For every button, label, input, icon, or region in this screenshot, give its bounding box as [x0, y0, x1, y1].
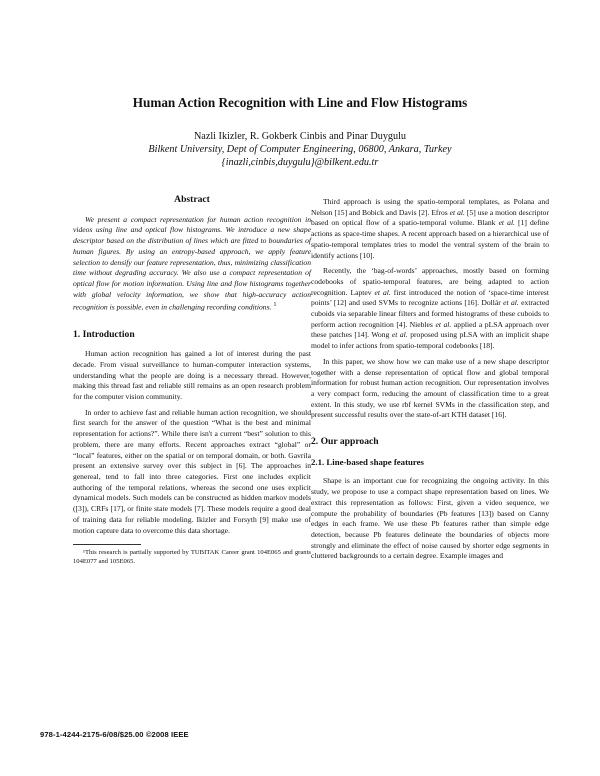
et-al: et al.: [503, 298, 519, 308]
text-run: [1] define actions as space-time shapes. A recent approach based on a hierarchical use of spatio-temporal templates tries to model the ventral system of the brain to identify actions [10].: [311, 218, 549, 260]
intro-paragraph-2: In order to achieve fast and reliable human action recognition, we should first search for the answer of the question “What is the best and minimal representation for actions?”. While there isn't a current “best” solution to this problem, there are many efforts. Recent approaches extract “global” or “local” features, either on the spatial or on temporal domain, or both. Gavrila present an extensive survey over this subject in [6]. The approaches in genereal, tend to fall into three categories. First one includes explicit authoring of the temporal relations, whereas the second one uses explicit dynamical models. Such models can be constructed as hidden markov models ([3]), CRFs [17], or finite state models [7]. These models require a good deal of training data for reliable modeling. Ikizler and Forsyth [9] make use of motion capture data to overcome this data shortage.: [73, 407, 311, 535]
line-features-paragraph: Shape is an important cue for recognizing the ongoing activity. In this study, we propose to use a compact shape representation based on lines. We extract this representation as follows: First, given a video sequence, we compute the probability of boundaries (Pb features [13]) based on Canny edges in each frame. We use these Pb features rather than simple edge detection, because Pb features delineate the boundaries of objects more strongly and eliminate the effect of noise caused by shorter edge segments in cluttered backgrounds to a certain degree. Example images and: [311, 476, 549, 561]
contribution-paragraph: In this paper, we show how we can make use of a new shape descriptor together with a dense representation of optical flow and global temporal information for robust human action recognition. Our representation involves a very compact form, reducing the amount of classification time to a great extent. In this study, we use rbf kernel SVMs in the classification step, and present successful results over the state-of-art KTH dataset [16].: [311, 356, 549, 420]
text-run: applied a pLSA approach over these patches [14]. Wong: [311, 319, 549, 340]
abstract-footnote-mark: 1: [273, 301, 277, 309]
footnote-divider: [73, 544, 141, 545]
abstract-heading: Abstract: [174, 194, 210, 205]
author-block: [0, 130, 600, 169]
abstract-body: [73, 215, 311, 314]
et-al: et al.: [435, 319, 452, 329]
intro-paragraph-1: Human action recognition has gained a lot of interest during the past decade. From visual surveillance to human-computer interaction systems, understanding what the people are doing is a necessary thread. However, making this thread fast and reliable still remains as an open research problem for the computer vision community.: [73, 349, 311, 402]
et-al: et al.: [498, 218, 515, 228]
paper-title: Human Action Recognition with Line and Flow Histograms: [132, 95, 468, 110]
author-affiliation: Bilkent University, Dept of Computer Engineering, 06800, Ankara, Turkey: [148, 144, 452, 155]
text-run: first introduced the notion of ‘space-time interest points’ [12] and used SVMs to recognize actions [16]. Dollár: [311, 287, 549, 308]
et-al: et al.: [374, 287, 391, 297]
footnote: ¹This research is partially supported by TUBITAK Career grant 104E065 and grants 104E077 and 105E065.: [73, 549, 311, 566]
text-run: Recently, the ‘bag-of-words’ approaches, mostly based on forming codebooks of spatio-temporal features, are being adapted to action recognition. Laptev: [311, 266, 549, 297]
et-al: et al.: [449, 207, 465, 217]
author-names: Nazli Ikizler, R. Gokberk Cinbis and Pinar Duygulu: [193, 131, 407, 142]
introduction-heading: 1. Introduction: [73, 328, 135, 340]
text-run: [5] use a motion descriptor based on optical flow of a spatio-temporal volume. Blank: [311, 207, 549, 228]
text-run: extracted cuboids via separable linear filters and formed histograms of these cuboids to perform action recognition [4]. Niebles: [311, 298, 549, 329]
related-work-paragraph-1: [311, 197, 549, 261]
author-email: {inazli,cinbis,duygulu}@bilkent.edu.tr: [221, 157, 379, 168]
related-work-paragraph-2: [311, 266, 549, 352]
left-column: [73, 195, 311, 566]
et-al: et al.: [391, 330, 408, 340]
text-run: proposed using pLSA with an implicit shape model to infer actions from spatio-temporal codebooks [18].: [311, 330, 549, 351]
copyright-footer: 978-1-4244-2175-6/08/$25.00 ©2008 IEEE: [40, 730, 189, 739]
line-features-heading: 2.1. Line-based shape features: [311, 456, 424, 467]
abstract-text: We present a compact representation for human action recognition in videos using line and optical flow histograms. We introduce a new shape descriptor based on the distribution of lines which are fitted to boundaries of human figures. By using an entropy-based approach, we apply feature selection to densify our feature representation, thus, minimizing classification time without degrading accuracy. We also use a compact representation of optical flow for motion information. Using line and flow histograms together with global velocity information, we show that high-accuracy action recognition is possible, even in challenging recording conditions.: [73, 214, 311, 312]
approach-heading: 2. Our approach: [311, 436, 379, 448]
right-column: [311, 197, 549, 567]
text-run: Third approach is using the spatio-temporal templates, as Polana and Nelson [15] and Bobick and Davis [2]. Efros: [311, 197, 549, 217]
